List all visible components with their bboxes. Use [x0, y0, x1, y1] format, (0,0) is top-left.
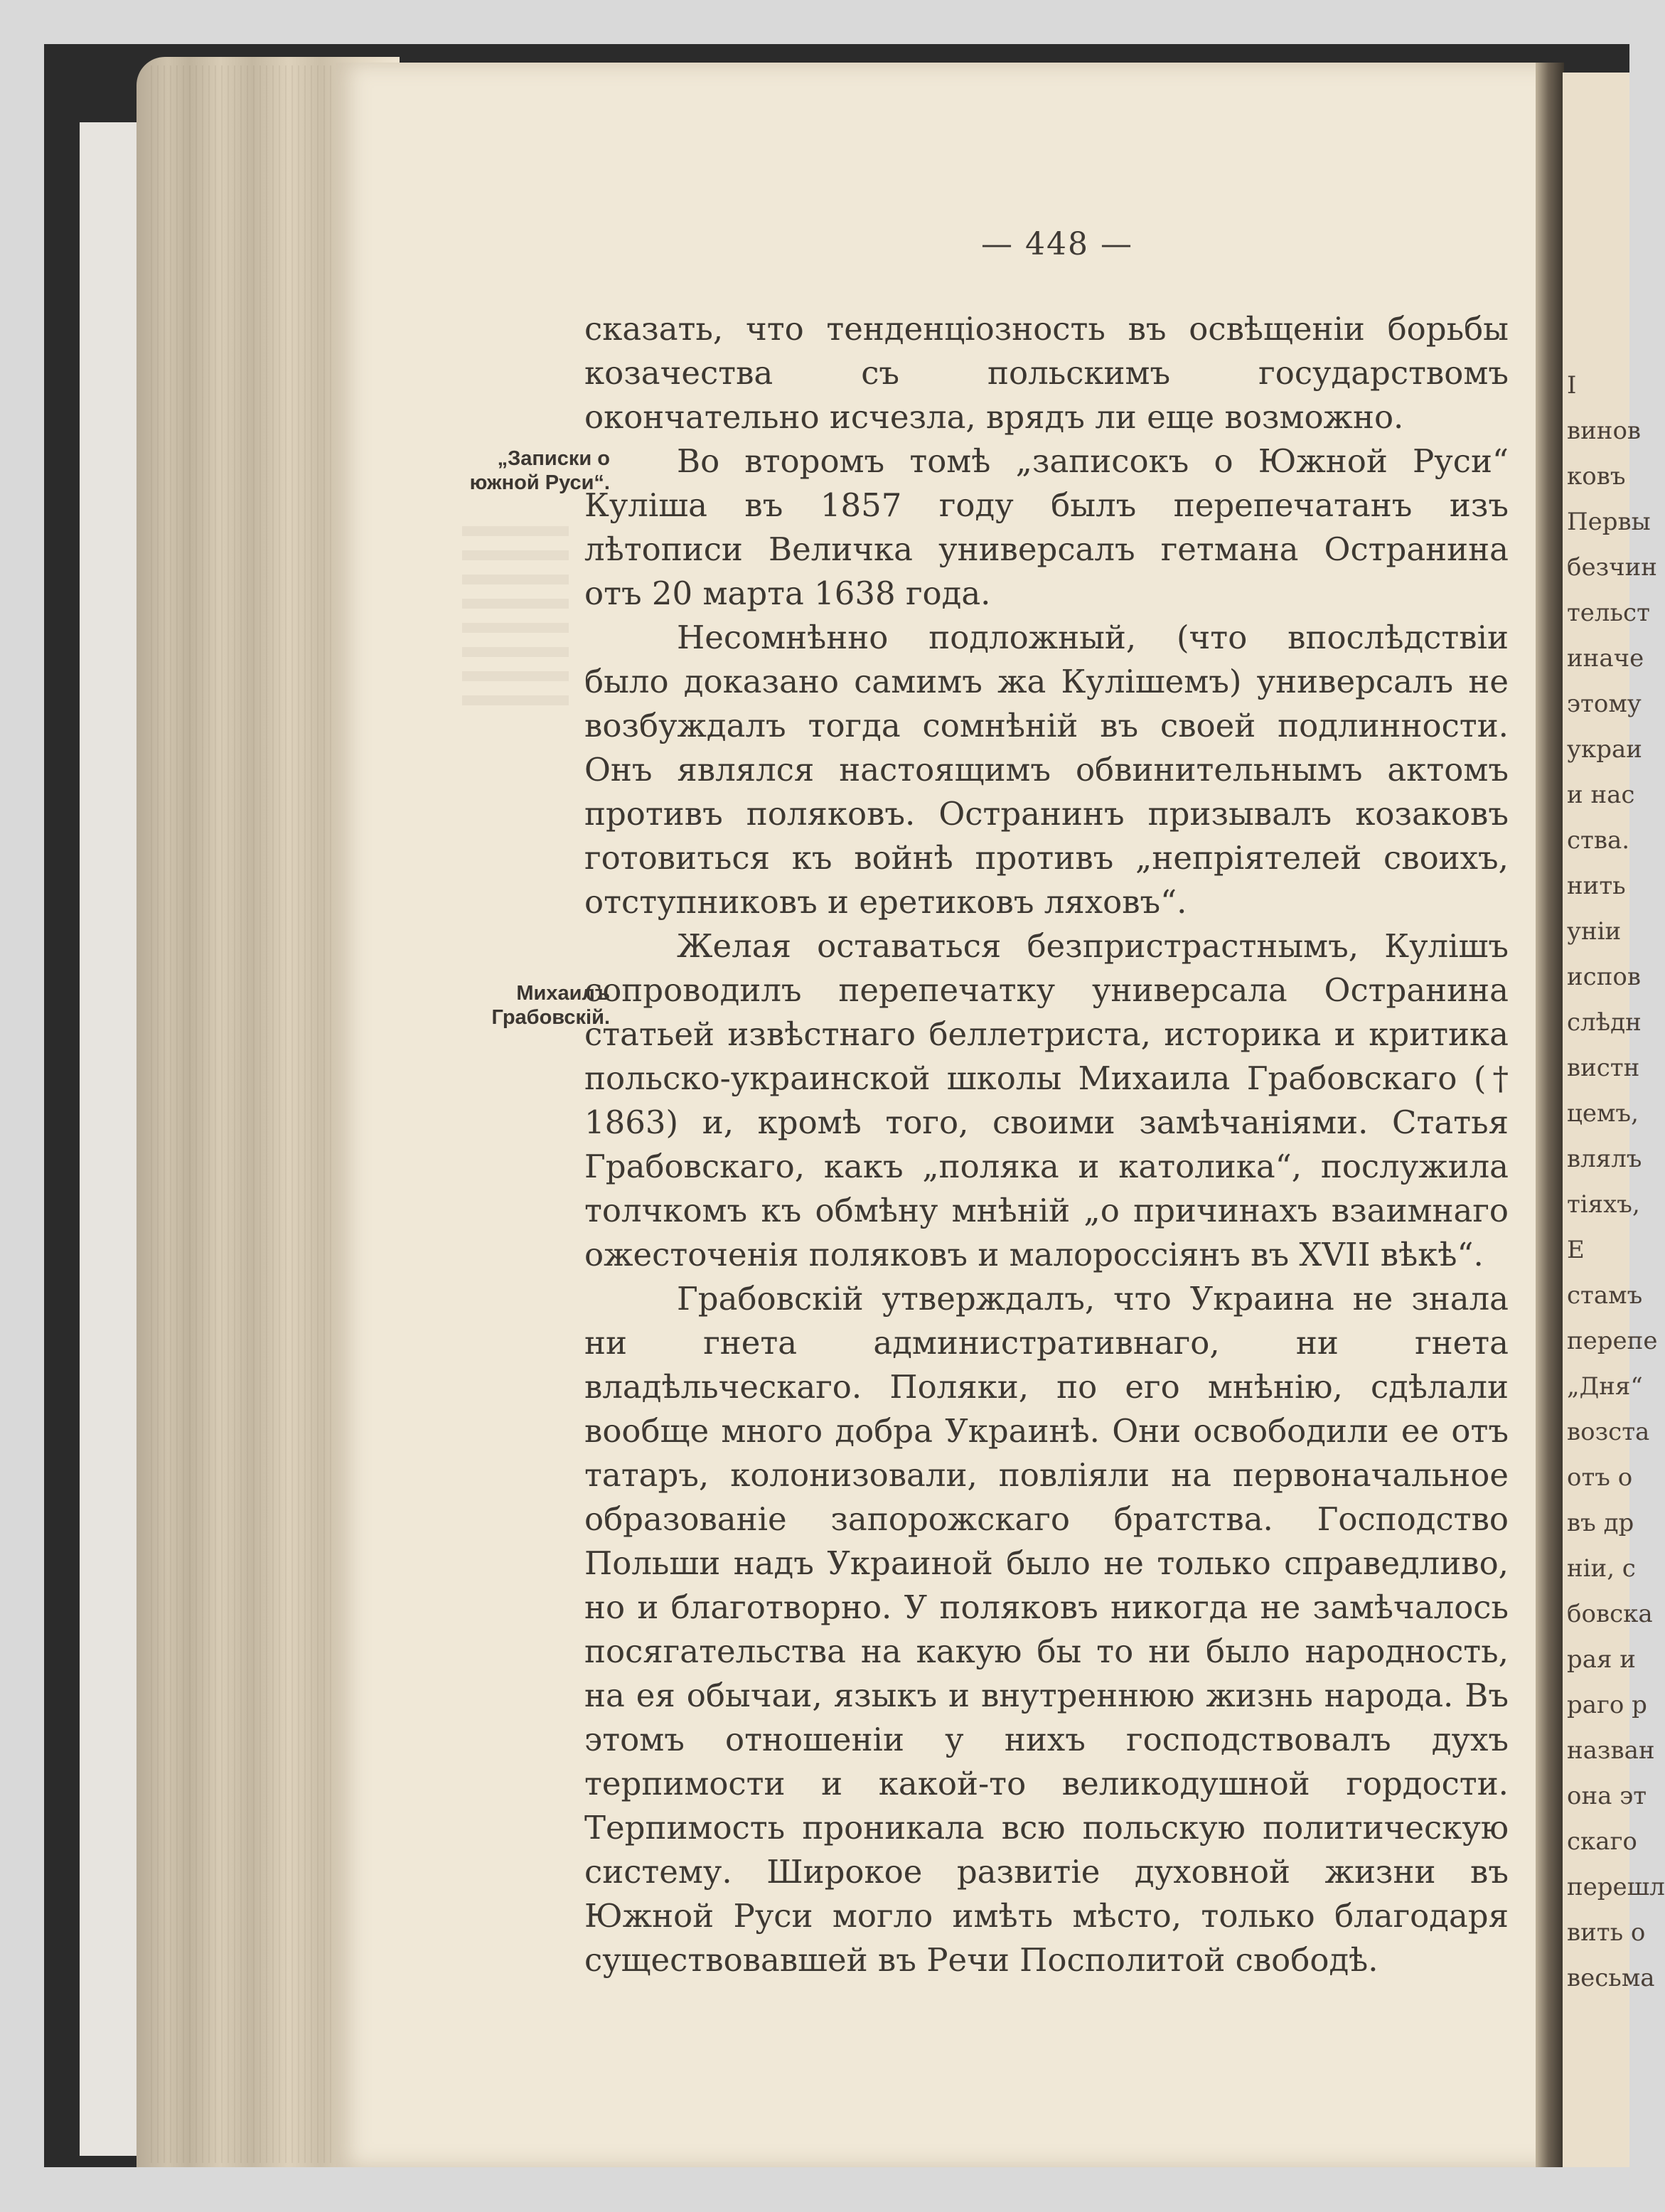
margin-note-grabovsky: Михаилъ Грабовскій.	[491, 982, 610, 1029]
next-page-line: нить	[1567, 872, 1626, 900]
paragraph: Грабовскій утверждалъ, что Украина не знала ни гнета административнаго, ни гнета владѣльческаго. Поляки, по его мнѣнію, сдѣлали вообще много добра Украинѣ. Они освободили ее отъ татаръ, колонизовали, повліяли на первоначальное образованіе запорожскаго братства. Господство Польши надъ Украиной было не только справедливо, но и благотворно. У поляковъ никогда не замѣчалось посягательства на какую бы то ни было народность, на ея обычаи, языкъ и внутреннюю жизнь народа. Въ этомъ отношеніи у нихъ господствовалъ духъ терпимости и какой-то великодушной гордости. Терпимость проникала всю польскую политическую систему. Широкое развитіе духовной жизни въ Южной Руси могло имѣть мѣсто, только благодаря существовавшей въ Речи Посполитой свободѣ.	[584, 1280, 1509, 1979]
next-page-line: тіяхъ,	[1567, 1190, 1640, 1219]
next-page-line: І	[1567, 371, 1577, 400]
next-page-line: ковъ	[1567, 462, 1626, 491]
next-page-line: украи	[1567, 735, 1642, 764]
next-page-line: иначе	[1567, 644, 1644, 673]
next-page-line: стамъ	[1567, 1281, 1643, 1310]
body-text	[584, 307, 1509, 1982]
margin-note-zapiski: „Записки о южной Руси“.	[469, 447, 610, 494]
next-page-line: Первы	[1567, 508, 1651, 536]
paragraph: Несомнѣнно подложный, (что впослѣдствіи было доказано самимъ жа Кулішемъ) универсалъ не возбуждалъ тогда сомнѣній въ своей подлинности. Онъ являлся настоящимъ обвинительнымъ актомъ противъ поляковъ. Остранинъ призывалъ козаковъ готовиться къ войнѣ противъ „непріятелей своихъ, отступниковъ и еретиковъ ляховъ“.	[584, 619, 1509, 921]
show-through-text	[462, 526, 569, 711]
next-page-line: влялъ	[1567, 1145, 1642, 1173]
next-page-line: и нас	[1567, 781, 1635, 809]
next-page-line: она эт	[1567, 1782, 1647, 1810]
next-page-line: скаго	[1567, 1827, 1637, 1856]
next-page-line: вить о	[1567, 1918, 1646, 1947]
next-page-line: винов	[1567, 417, 1642, 445]
next-page-line: ніи, с	[1567, 1554, 1636, 1583]
next-page-line: назван	[1567, 1736, 1655, 1765]
next-page-line: перешл	[1567, 1873, 1665, 1901]
next-page-line: тельст	[1567, 599, 1650, 627]
next-page-line: цемъ,	[1567, 1099, 1639, 1128]
next-page-line: вистн	[1567, 1054, 1640, 1082]
next-page-line: бовска	[1567, 1600, 1653, 1628]
next-page-line: „Дня“	[1567, 1372, 1643, 1401]
next-page-line: весьма	[1567, 1964, 1655, 1992]
next-page-line: испов	[1567, 963, 1641, 991]
paragraph: сказать, что тенденціозность въ освѣщеніи борьбы козачества съ польскимъ государствомъ окончательно исчезла, врядъ ли еще возможно.	[584, 310, 1509, 436]
page-number: — 448 —	[981, 226, 1133, 262]
left-page-strip	[80, 122, 136, 2156]
next-page-line: рая и	[1567, 1645, 1636, 1674]
next-page-line: отъ о	[1567, 1463, 1633, 1492]
next-page-line: этому	[1567, 690, 1642, 718]
paragraph: Во второмъ томѣ „записокъ о Южной Руси“ Кулiша въ 1857 году былъ перепечатанъ изъ лѣтописи Величка универсалъ гетмана Остранина отъ 20 марта 1638 года.	[584, 442, 1509, 612]
next-page-line: уніи	[1567, 917, 1622, 946]
next-page-line: перепе	[1567, 1327, 1658, 1355]
next-page-line: въ др	[1567, 1509, 1634, 1537]
next-page-line: возста	[1567, 1418, 1650, 1446]
book-gutter	[1536, 63, 1564, 2167]
next-page-line: безчин	[1567, 553, 1657, 582]
next-page-line: раго р	[1567, 1691, 1647, 1719]
next-page-line: Е	[1567, 1236, 1585, 1264]
paragraph: Желая оставаться безпристрастнымъ, Кулішъ сопроводилъ перепечатку универсала Остранина статьей извѣстнаго беллетриста, историка и критика польско-украинской школы Михаила Грабовскаго († 1863) и, кромѣ того, своими замѣчаніями. Статья Грабовскаго, какъ „поляка и католика“, послужила толчкомъ къ обмѣну мнѣній „о причинахъ взаимнаго ожесточенія поляковъ и малороссіянъ въ XVII вѣкѣ“.	[584, 927, 1509, 1273]
next-page-line: слѣдн	[1567, 1008, 1642, 1037]
next-page	[1563, 73, 1665, 2167]
next-page-line: ства.	[1567, 826, 1630, 855]
